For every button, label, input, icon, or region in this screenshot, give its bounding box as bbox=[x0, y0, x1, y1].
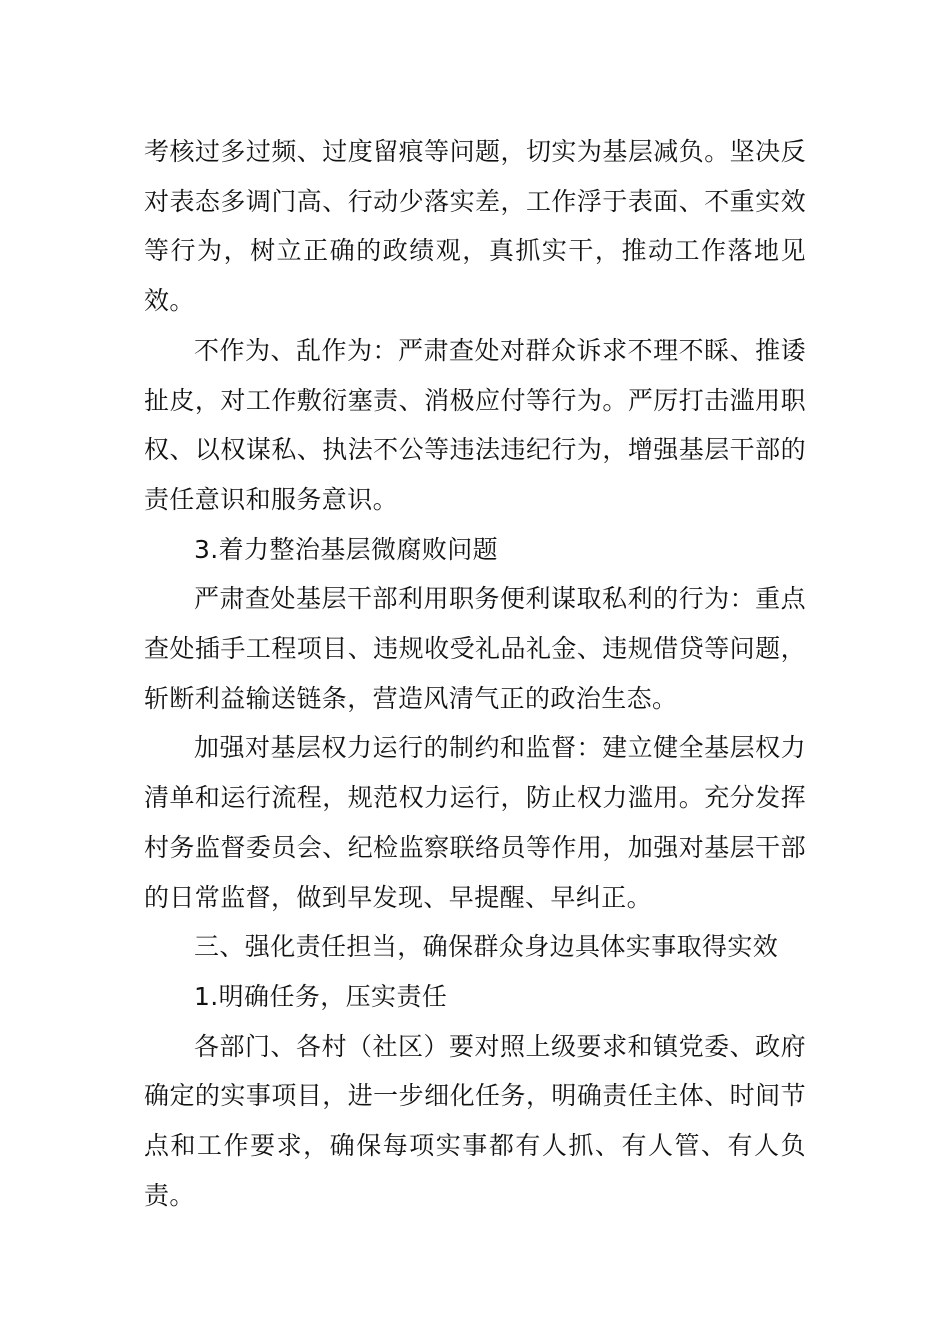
heading-micro-corruption: 3.着力整治基层微腐败问题 bbox=[194, 534, 499, 564]
heading-clarify-tasks: 1.明确任务，压实责任 bbox=[194, 981, 448, 1011]
paragraph-continued-burden-reduction: 考核过多过频、过度留痕等问题，切实为基层减负。坚决反对表态多调门高、行动少落实差，工作浮于表面、不重实效等行为，树立正确的政绩观，真抓实干，推动工作落地见效。 bbox=[144, 137, 806, 316]
paragraph-investigate-private-gain: 严肃查处基层干部利用职务便利谋取私利的行为：重点查处插手工程项目、违规收受礼品礼金、违规借贷等问题，斩断利益输送链条，营造风清气正的政治生态。 bbox=[144, 584, 806, 713]
heading-section-three: 三、强化责任担当，确保群众身边具体实事取得实效 bbox=[194, 932, 779, 962]
paragraph-inaction-misconduct: 不作为、乱作为：严肃查处对群众诉求不理不睬、推诿扯皮，对工作敷衍塞责、消极应付等行为。严厉打击滥用职权、以权谋私、执法不公等违法违纪行为，增强基层干部的责任意识和服务意识。 bbox=[144, 335, 806, 514]
paragraph-power-supervision: 加强对基层权力运行的制约和监督：建立健全基层权力清单和运行流程，规范权力运行，防止权力滥用。充分发挥村务监督委员会、纪检监察联络员等作用，加强对基层干部的日常监督，做到早发现、早提醒、早纠正。 bbox=[144, 733, 806, 912]
document-body bbox=[144, 127, 806, 1220]
paragraph-task-responsibility: 各部门、各村（社区）要对照上级要求和镇党委、政府确定的实事项目，进一步细化任务，明确责任主体、时间节点和工作要求，确保每项实事都有人抓、有人管、有人负责。 bbox=[144, 1031, 806, 1210]
